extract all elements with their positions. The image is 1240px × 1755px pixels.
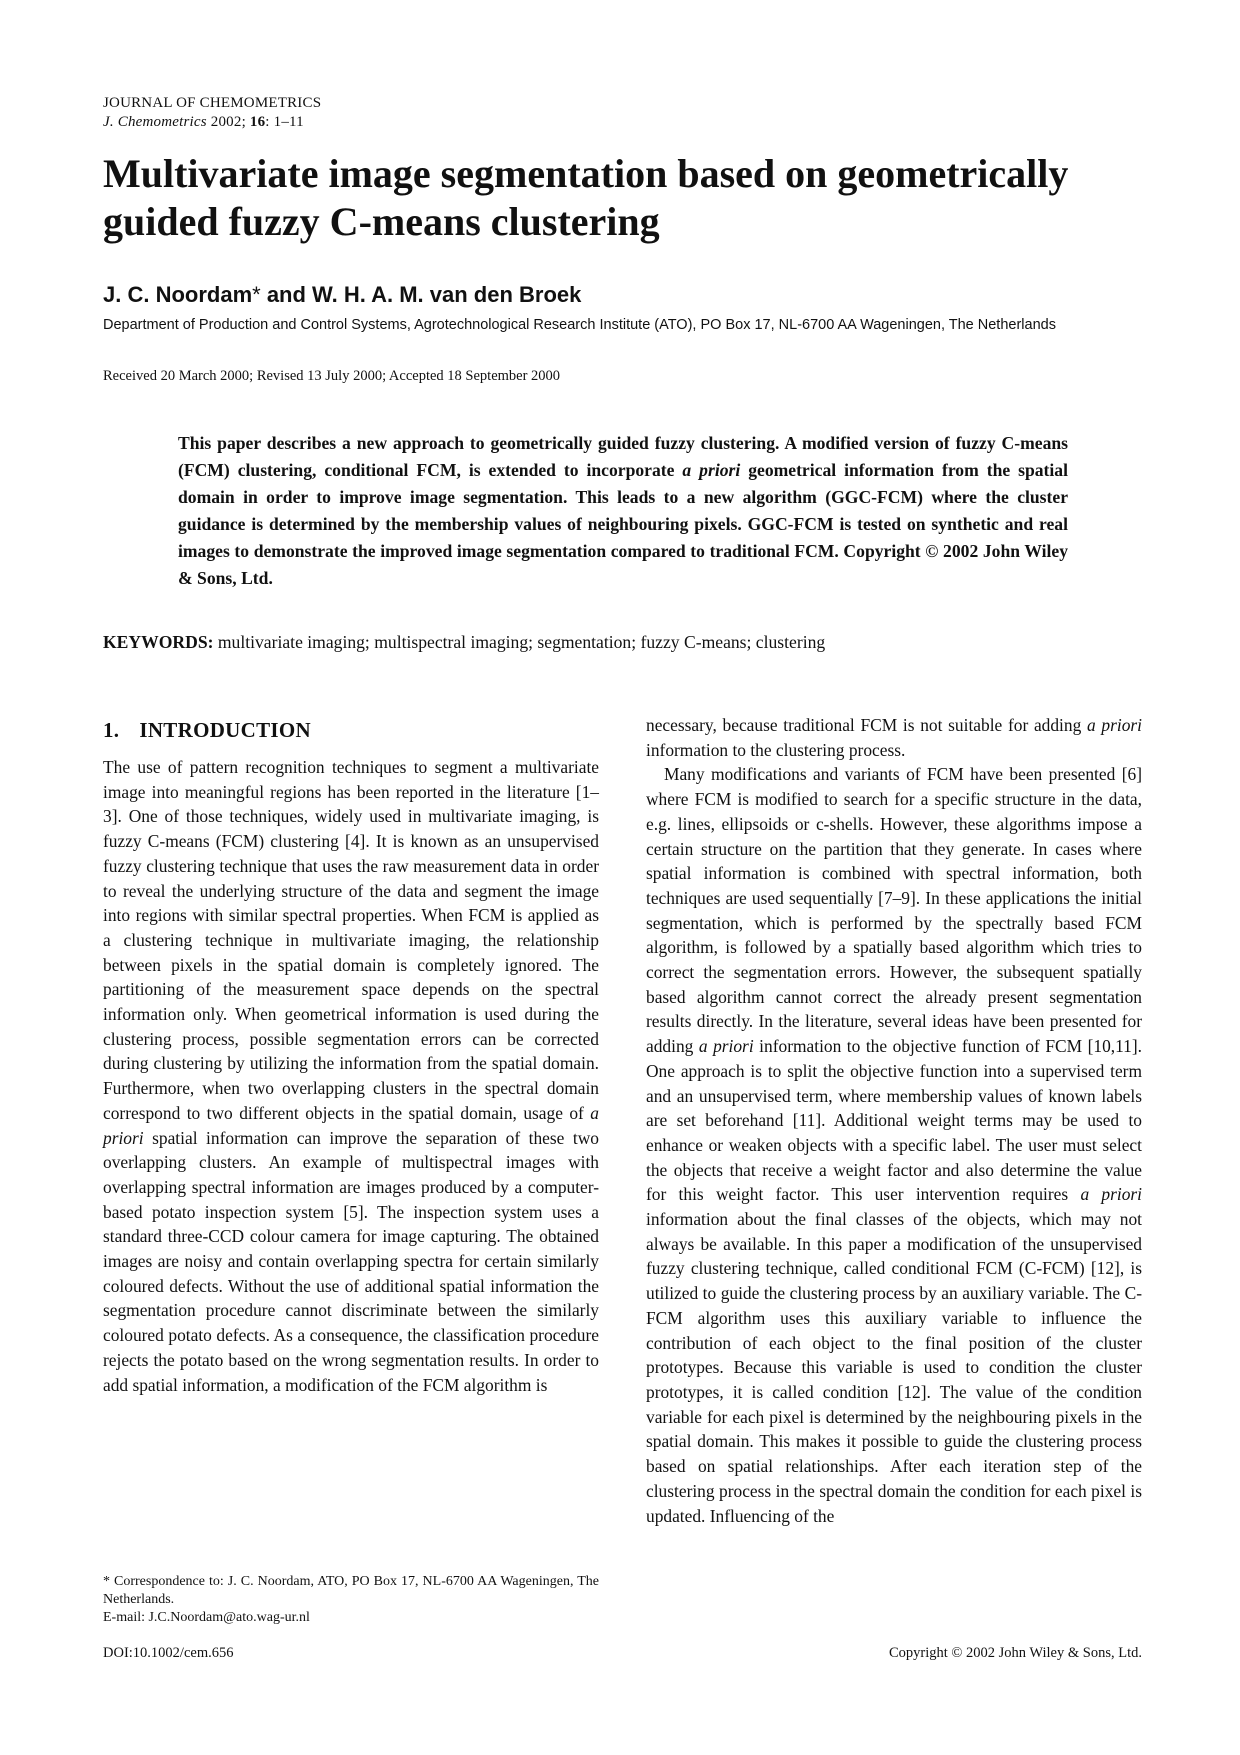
paper-title: Multivariate image segmentation based on geometrically guided fuzzy C-means clustering — [103, 151, 1069, 244]
text-run: information to the objective function of FCM [10,11]. One approach is to split the objective function into a supervised term and an unsupervised term, where membership values of known labels are set beforehand [11]. Additional weight terms may be used to enhance or weaken objects with a specific label. The user must select the objects that receive a weight factor and also determine the value for this weight factor. This user intervention requires — [646, 1036, 1142, 1205]
abstract-text-2: geometrical information from the spatial domain in order to improve image segmentation. This leads to a new algorithm (GGC-FCM) where the cluster guidance is determined by the membership values of neighbouring pixels. GGC-FCM is tested on synthetic and real images to demonstrate the improved image segmentation compared to traditional FCM. Copyright © 2002 John Wiley & Sons, Ltd. — [178, 460, 1068, 588]
received-dates: Received 20 March 2000; Revised 13 July 2000; Accepted 18 September 2000 — [103, 368, 561, 384]
author-first: J. C. Noordam — [103, 282, 253, 307]
section-title: INTRODUCTION — [139, 718, 311, 742]
text-run: necessary, because traditional FCM is not suitable for adding — [646, 715, 1087, 735]
affiliation: Department of Production and Control Systems, Agrotechnological Research Institute (ATO), PO Box 17, NL-6700 AA Wageningen, The Netherlands — [103, 317, 1056, 333]
citation-volume: 16 — [249, 114, 266, 130]
text-run: Many modifications and variants of FCM have been presented [6] where FCM is modified to search for a specific structure in the data, e.g. lines, ellipsoids or c-shells. However, these algorithms impose a certain structure on the partition that they generate. In cases where spatial information is combined with spectral information, both techniques are used sequentially [7–9]. In these applications the initial segmentation, which is performed by the spectrally based FCM algorithm, is followed by a spatially based algorithm which tries to correct the segmentation errors. However, the subsequent spatially based algorithm cannot correct the already present segmentation results directly. In the literature, several ideas have been presented for adding — [646, 764, 1142, 1057]
footnote-email: E-mail: J.C.Noordam@ato.wag-ur.nl — [103, 1610, 310, 1625]
right-column — [646, 713, 1142, 1528]
section-number: 1. — [103, 718, 120, 742]
text-run: information to the clustering process. — [646, 739, 906, 760]
journal-citation — [103, 113, 321, 132]
section-heading — [103, 718, 599, 743]
journal-header — [103, 94, 321, 132]
keywords — [103, 632, 1143, 653]
intro-paragraph-2 — [646, 762, 1142, 1528]
intro-paragraph-1 — [103, 755, 599, 1397]
abstract — [178, 430, 1068, 592]
correspondence-marker: * — [252, 282, 261, 307]
author-rest: and W. H. A. M. van den Broek — [260, 282, 582, 307]
italic-run: a priori — [1080, 1184, 1142, 1205]
intro-paragraph-1-cont — [646, 713, 1142, 762]
abstract-italic: a priori — [682, 460, 741, 480]
left-column — [103, 718, 599, 1397]
author-list — [103, 282, 581, 308]
footnote-address: * Correspondence to: J. C. Noordam, ATO, PO Box 17, NL-6700 AA Wageningen, The Netherlands. — [103, 1574, 599, 1607]
text-run: information about the final classes of the objects, which may not always be available. In this paper a modification of the unsupervised fuzzy clustering technique, called conditional FCM (C-FCM) [12], is utilized to guide the clustering process by an auxiliary variable. The C-FCM algorithm uses this auxiliary variable to influence the contribution of each object to the final position of the cluster prototypes. Because this variable is used to condition the cluster prototypes, it is called condition [12]. The value of the condition variable for each pixel is determined by the neighbouring pixels in the spatial domain. This makes it possible to guide the clustering process based on spatial relationships. After each iteration step of the clustering process in the spectral domain the condition for each pixel is updated. Influencing of the — [646, 1209, 1142, 1526]
italic-run: a priori — [103, 1102, 599, 1148]
citation-journal: J. Chemometrics — [103, 114, 207, 130]
citation-pages: : 1–11 — [265, 114, 304, 130]
footer-copyright: Copyright © 2002 John Wiley & Sons, Ltd. — [888, 1645, 1142, 1661]
text-run: spatial information can improve the separation of these two overlapping clusters. An example of multispectral images with overlapping spectral information are images produced by a computer-based potato inspection system [5]. The inspection system uses a standard three-CCD colour camera for image capturing. The obtained images are noisy and contain overlapping spectra for certain similarly coloured defects. Without the use of additional spatial information the segmentation procedure cannot discriminate between the similarly coloured potato defects. As a consequence, the classification procedure rejects the potato based on the wrong segmentation results. In order to add spatial information, a modification of the FCM algorithm is — [103, 1127, 599, 1395]
abstract-text-1: This paper describes a new approach to geometrically guided fuzzy clustering. A modified version of fuzzy C-means (FCM) clustering, conditional FCM, is extended to incorporate — [178, 433, 1068, 480]
text-run: The use of pattern recognition techniques to segment a multivariate image into meaningful regions has been reported in the literature [1–3]. One of those techniques, widely used in multivariate imaging, is fuzzy C-means (FCM) clustering [4]. It is known as an unsupervised fuzzy clustering technique that uses the raw measurement data in order to reveal the underlying structure of the data and segment the image into regions with similar spectral properties. When FCM is applied as a clustering technique in multivariate imaging, the relationship between pixels in the spatial domain is completely ignored. The partitioning of the measurement space depends on the spectral information only. When geometrical information is used during the clustering process, possible segmentation errors can be corrected during clustering by utilizing the information from the spatial domain. Furthermore, when two overlapping clusters in the spectral domain correspond to two different objects in the spatial domain, usage of — [103, 757, 599, 1123]
correspondence-footnote — [103, 1573, 599, 1627]
keywords-label: KEYWORDS: — [103, 632, 214, 652]
doi: DOI:10.1002/cem.656 — [103, 1645, 234, 1661]
italic-run: a priori — [698, 1036, 754, 1057]
journal-name: JOURNAL OF CHEMOMETRICS — [103, 95, 322, 111]
citation-year: 2002; — [210, 114, 246, 130]
italic-run: a priori — [1087, 715, 1142, 735]
keywords-text: multivariate imaging; multispectral imaging; segmentation; fuzzy C-means; clustering — [213, 632, 826, 652]
